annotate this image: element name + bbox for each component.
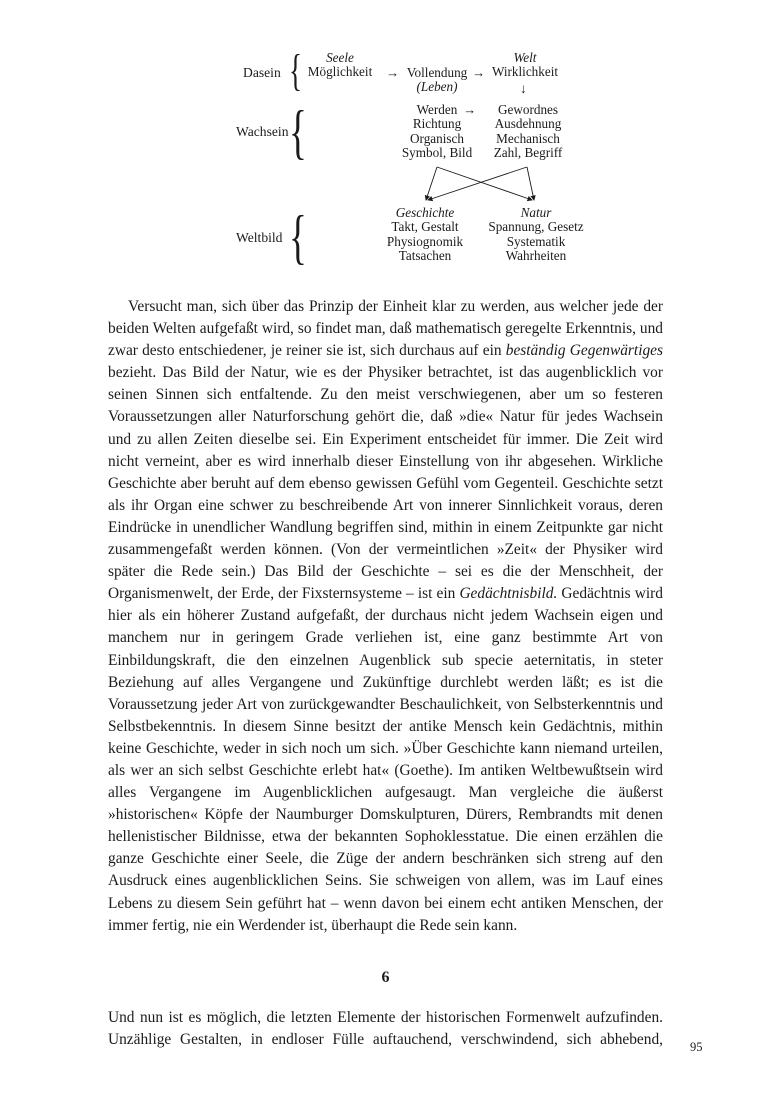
diagram-term: Takt, Gestalt bbox=[391, 219, 459, 235]
second-paragraph: Und nun ist es möglich, die letzten Elemente der historischen Formenwelt aufzufinden. Unzählige Gestalten, in endloser Fülle auftauchend, verschwindend, sich abhebend, bbox=[108, 1008, 663, 1048]
crossing-arrows bbox=[396, 165, 596, 207]
diagram-term: Werden bbox=[416, 102, 458, 117]
diagram-term: Wahrheiten bbox=[505, 248, 567, 264]
diagram-term: Zahl, Begriff bbox=[493, 145, 563, 161]
diagram-term: Spannung, Gesetz bbox=[488, 219, 584, 235]
diagram-term: Organisch bbox=[410, 130, 464, 146]
diagram-term: Möglichkeit bbox=[307, 64, 373, 80]
arrow-down-icon: ↓ bbox=[520, 81, 527, 96]
diagram-term: (Leben) bbox=[416, 79, 458, 95]
diagram-term: Physiognomik bbox=[386, 233, 464, 249]
diagram-term: Vollendung bbox=[406, 65, 468, 80]
brace-dasein: { bbox=[289, 46, 303, 95]
diagram-label-dasein: Dasein bbox=[243, 65, 281, 80]
diagram-term: Symbol, Bild bbox=[401, 145, 473, 161]
brace-wachsein: { bbox=[289, 99, 307, 165]
diagram-term: Welt bbox=[513, 50, 537, 65]
arrow-right-icon: → bbox=[463, 102, 477, 117]
page-number: 95 bbox=[690, 1040, 703, 1054]
dasein-right-stack bbox=[487, 51, 563, 80]
diagram-term: Mechanisch bbox=[496, 130, 560, 146]
section-number: 6 bbox=[381, 968, 390, 986]
diagram-label-weltbild: Weltbild bbox=[236, 230, 283, 245]
brace-weltbild: { bbox=[289, 204, 307, 270]
arrow-right-icon: → bbox=[472, 65, 486, 80]
body-text bbox=[108, 296, 663, 1051]
diagram-label-wachsein: Wachsein bbox=[236, 124, 289, 139]
dasein-left-stack bbox=[297, 51, 383, 80]
weltbild-right-column bbox=[478, 206, 594, 264]
dasein-mid-stack bbox=[404, 66, 470, 95]
diagram-term: Wirklichkeit bbox=[491, 64, 559, 80]
diagram-term: Tatsachen bbox=[398, 248, 452, 264]
diagram-term: Ausdehnung bbox=[494, 116, 562, 132]
diagram-term: Seele bbox=[326, 50, 354, 65]
weltbild-left-column bbox=[372, 206, 478, 264]
diagram-term: Gewordnes bbox=[497, 102, 559, 117]
main-paragraph: Versucht man, sich über das Prinzip der Einheit klar zu werden, aus welcher jede der beiden Welten aufgefaßt wird, so findet man, daß mathematisch geregelte Erkenntnis, und zwar desto entschiedener, je reiner sie ist, sich durchaus auf ein beständig Gegenwärtiges bezieht. Das Bild der Natur, wie es der Physiker betrachtet, ist das augenblicklich vor seinen Sinnen sich entfaltende. Zu den meist verschwiegenen, aber um so festeren Voraussetzungen aller Naturforschung gehört die, daß »die« Natur für jedes Wachsein und zu allen Zeiten dieselbe sei. Ein Experiment entscheidet für immer. Die Zeit wird nicht verneint, aber es wird innerhalb dieser Einstellung von ihr abgesehen. Wirkliche Geschichte aber beruht auf dem ebenso gewissen Gefühl vom Gegenteil. Geschichte setzt als ihr Organ eine schwer zu beschreibende Art von innerer Sinnlichkeit voraus, deren Eindrücke in unendlicher Wandlung begriffen sind, mithin in einem Zeitpunkte gar nicht zusammengefaßt werden können. (Von der vermeintlichen »Zeit« der Physiker wird später die Rede sein.) Das Bild der Geschichte – sei es die der Menschheit, der Organismenwelt, der Erde, der Fixsternsysteme – ist ein Gedächtnisbild. Gedächtnis wird hier als ein höherer Zustand aufgefaßt, der durchaus nicht jedem Wachsein eigen und manchem nur in geringem Grade verliehen ist, eine ganz bestimmte Art von Einbildungskraft, die den einzelnen Augenblick sub specie aeternitatis, in steter Beziehung auf alles Vergangene und Zukünftige durchlebt werden läßt; es ist die Voraussetzung jeder Art von zurückgewandter Beschaulichkeit, von Selbsterkenntnis und Selbstbekenntnis. In diesem Sinne besitzt der antike Mensch kein Gedächtnis, mithin keine Geschichte, weder in sich noch um sich. »Über Geschichte kann niemand urteilen, als wer an sich selbst Geschichte erlebt hat« (Goethe). Im antiken Weltbewußtsein wird alles Vergangene im Augenblicklichen aufgesaugt. Man vergleiche die äußerst »historischen« Köpfe der Naumburger Domskulpturen, Dürers, Rembrandts mit denen hellenistischer Bildnisse, etwa der bekannten Sophoklesstatue. Die einen erzählen die ganze Geschichte einer Seele, die Züge der andern beschränken sich streng auf den Ausdruck eines augenblicklichen Seins. Sie schweigen von allem, was im Lauf eines Lebens zu diesem Sein geführt hat – wenn davon bei einem echt antiken Menschen, der immer fertig, nie ein Werdender ist, überhaupt die Rede sein kann. bbox=[108, 298, 663, 934]
diagram-term: Natur bbox=[520, 205, 552, 220]
diagram-term: Systematik bbox=[506, 233, 566, 249]
arrow-right-icon: → bbox=[386, 65, 400, 80]
diagram-term: Richtung bbox=[412, 116, 462, 132]
diagram-term: Geschichte bbox=[395, 205, 455, 220]
wachsein-right-column bbox=[484, 103, 572, 161]
